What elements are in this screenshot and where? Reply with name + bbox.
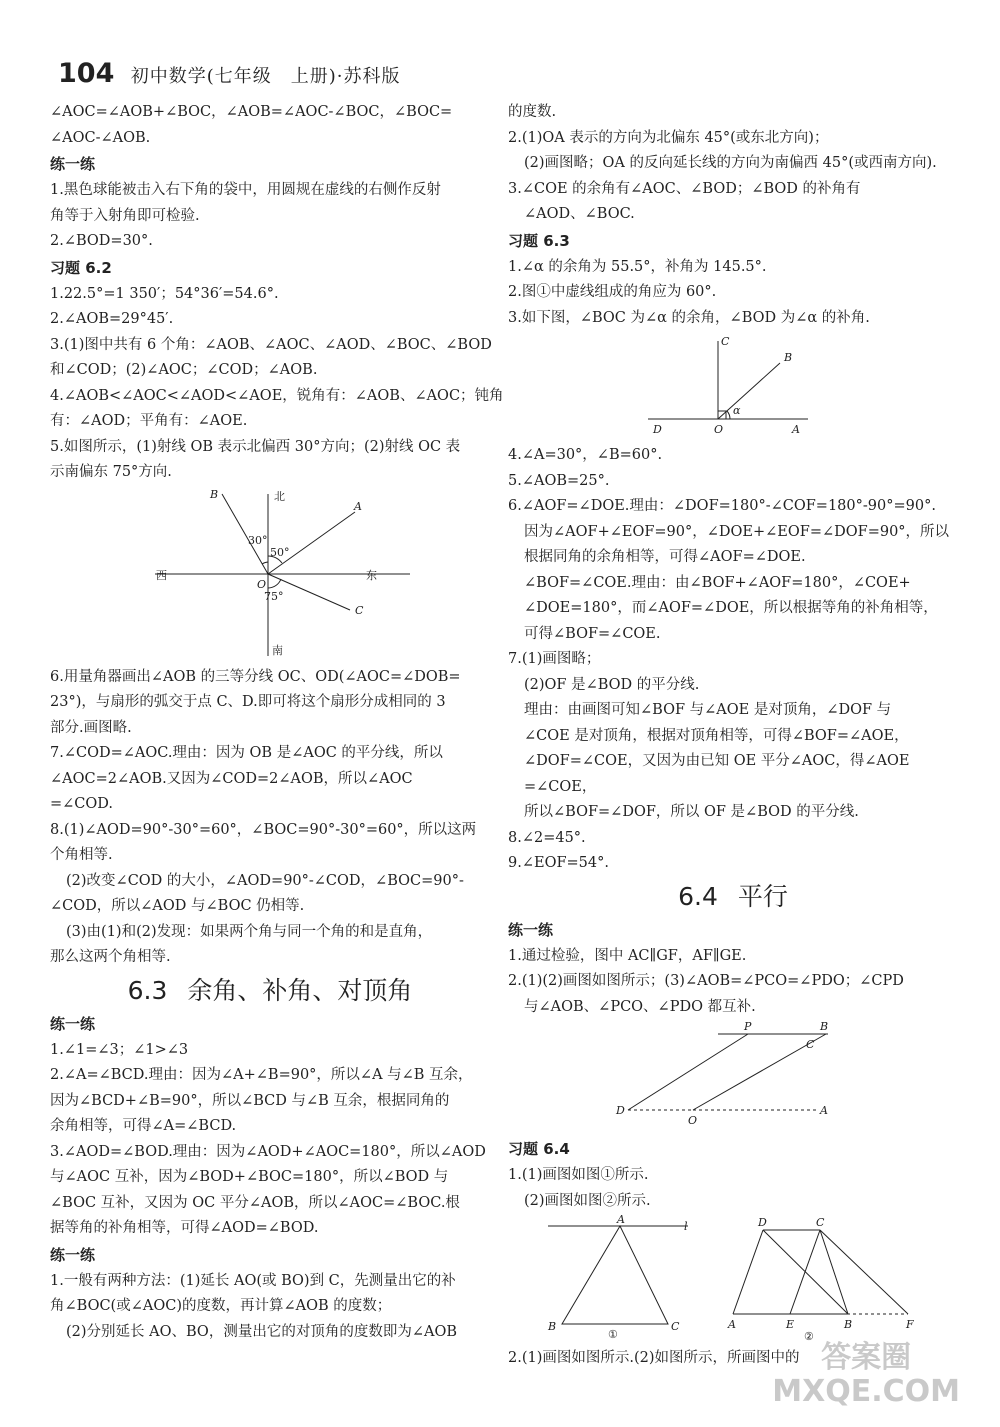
text-line: 1.通过检验，图中 AC∥GF，AF∥GE. <box>508 947 747 964</box>
figure-parallel <box>508 1020 958 1136</box>
text-line: 示南偏东 75°方向. <box>50 464 172 480</box>
text-line: ∠AOC=∠AOB+∠BOC，∠AOB=∠AOC-∠BOC，∠BOC= <box>50 104 453 120</box>
figure-triangles <box>508 1214 958 1346</box>
page-header <box>58 58 401 89</box>
point-o-label: O <box>688 1114 698 1127</box>
text-line: ∠AOC=2∠AOB.又因为∠COD=2∠AOB，所以∠AOC <box>50 770 413 787</box>
section-heading: 练一练 <box>50 1014 96 1033</box>
text-line: 2.∠BOD=30°. <box>50 233 153 249</box>
text-line: (3)由(1)和(2)发现：如果两个角与同一个角的和是直角， <box>66 923 433 940</box>
point-d-label: D <box>616 1104 625 1117</box>
point-b-label: B <box>210 487 219 501</box>
text-line: 7.(1)画图略； <box>508 651 601 667</box>
figure-compass <box>50 486 490 665</box>
section-heading: 练一练 <box>508 920 554 939</box>
text-line: (2)改变∠COD 的大小，∠AOD=90°-∠COD，∠BOC=90°- <box>66 872 464 889</box>
page-number: 104 <box>58 58 115 89</box>
text-line: 余角相等，可得∠A=∠BCD. <box>50 1118 237 1134</box>
text-line: (2)分别延长 AO、BO，测量出它的对顶角的度数即为∠AOB <box>66 1323 457 1340</box>
text-line: 因为∠BCD+∠B=90°，所以∠BCD 与∠B 互余，根据同角的 <box>50 1092 450 1109</box>
text-line: 2.(1)(2)画图如图所示；(3)∠AOB=∠PCO=∠PDO；∠CPD <box>508 973 904 989</box>
text-line: 理由：由画图可知∠BOF 与∠AOE 是对顶角，∠DOF 与 <box>524 702 892 718</box>
chapter-heading <box>50 971 490 1011</box>
point-p-label: P <box>744 1020 752 1033</box>
text-line: (2)OF 是∠BOD 的平分线. <box>524 676 700 693</box>
section-heading: 练一练 <box>50 155 96 173</box>
text-line: 6.∠AOF=∠DOE.理由：∠DOF=180°-∠COF=180°-90°=90°. <box>508 498 936 514</box>
t1-line-l-label: l <box>684 1220 688 1233</box>
text-line: 2.∠A=∠BCD.理由：因为∠A+∠B=90°，所以∠A 与∠B 互余， <box>50 1067 473 1083</box>
text-line: 4.∠AOB<∠AOC<∠AOD<∠AOE，锐角有：∠AOB、∠AOC；钝角 <box>50 387 504 404</box>
text-line: 7.∠COD=∠AOC.理由：因为 OB 是∠AOC 的平分线，所以 <box>50 745 443 761</box>
text-line: ∠BOC 互补，又因为 OC 平分∠AOB，所以∠AOC=∠BOC.根 <box>50 1194 460 1211</box>
book-title: 初中数学(七年级 上册)·苏科版 <box>130 66 401 87</box>
point-o-label: O <box>714 423 724 436</box>
text-line: 所以∠BOF=∠DOF，所以 OF 是∠BOD 的平分线. <box>524 804 859 820</box>
text-line: (2)画图略；OA 的反向延长线的方向为南偏西 45°(或西南方向). <box>524 155 937 171</box>
text-line: 有：∠AOD；平角有：∠AOE. <box>50 413 248 429</box>
text-line: 1.∠α 的余角为 55.5°，补角为 145.5°. <box>508 258 767 275</box>
point-d-label: D <box>653 423 662 436</box>
text-line: 1.∠1=∠3；∠1>∠3 <box>50 1041 189 1058</box>
text-line: 1.一般有两种方法：(1)延长 AO(或 BO)到 C，先测量出它的补 <box>50 1272 456 1289</box>
text-line: 8.(1)∠AOD=90°-30°=60°，∠BOC=90°-30°=60°，所以这两 <box>50 821 477 838</box>
text-line: 1.(1)画图如图①所示. <box>508 1167 649 1183</box>
text-line: 1.22.5°=1 350′；54°36′=54.6°. <box>50 285 279 302</box>
chapter-title: 余角、补角、对顶角 <box>187 975 413 1005</box>
chapter-number: 6.4 <box>678 881 718 911</box>
section-heading: 习题 6.3 <box>508 231 570 250</box>
right-column <box>508 100 958 1372</box>
text-line: 根据同角的余角相等，可得∠AOF=∠DOE. <box>524 549 806 565</box>
text-line: 3.(1)图中共有 6 个角：∠AOB、∠AOC、∠AOD、∠BOC、∠BOD <box>50 336 492 353</box>
text-line: 5.如图所示，(1)射线 OB 表示北偏西 30°方向；(2)射线 OC 表 <box>50 438 461 455</box>
t2-point-a-label: A <box>728 1318 736 1331</box>
t2-point-f-label: F <box>906 1318 914 1331</box>
text-line: =∠COD. <box>50 796 113 812</box>
text-line: (2)画图如图②所示. <box>524 1192 651 1209</box>
figure-2-label: ② <box>804 1330 814 1342</box>
text-line: 因为∠AOF+∠EOF=90°，∠DOE+∠EOF=∠DOF=90°，所以 <box>524 523 950 540</box>
chapter-heading <box>508 877 958 917</box>
text-line: ∠AOC-∠AOB. <box>50 129 151 146</box>
chapter-title: 平行 <box>737 881 788 911</box>
alpha-angle-figure <box>508 331 948 439</box>
point-c-label: C <box>806 1038 815 1051</box>
text-line: ∠DOF=∠COE，又因为由已知 OE 平分∠AOC，得∠AOE <box>524 753 910 769</box>
text-line: 部分.画图略. <box>50 719 132 736</box>
point-a-label: A <box>820 1104 828 1117</box>
text-line: 9.∠EOF=54°. <box>508 855 609 871</box>
text-line: =∠COE， <box>524 778 597 795</box>
text-line: ∠AOD、∠BOC. <box>524 206 635 222</box>
t2-point-e-label: E <box>786 1318 795 1331</box>
text-line: 那么这两个角相等. <box>50 949 171 965</box>
angle-30-label: 30° <box>248 533 268 547</box>
text-line: 的度数. <box>508 104 557 120</box>
east-label: 东 <box>366 568 377 582</box>
text-line: ∠DOE=180°，而∠AOF=∠DOE，所以根据等角的补角相等， <box>524 600 938 616</box>
text-line: 与∠AOB、∠PCO、∠PDO 都互补. <box>524 998 756 1015</box>
text-line: 和∠COD；(2)∠AOC；∠COD；∠AOB. <box>50 362 318 378</box>
point-a-label: A <box>354 499 362 513</box>
watermark <box>772 1341 960 1409</box>
left-column <box>50 100 504 1345</box>
text-line: 与∠AOC 互补，因为∠BOD+∠BOC=180°，所以∠BOD 与 <box>50 1169 449 1185</box>
text-line: 3.如下图，∠BOC 为∠α 的余角，∠BOD 为∠α 的补角. <box>508 309 870 326</box>
text-line: 5.∠AOB=25°. <box>508 472 610 489</box>
point-c-label: C <box>721 335 730 348</box>
text-line: 2.(1)OA 表示的方向为北偏东 45°(或东北方向)； <box>508 129 829 146</box>
text-line: 8.∠2=45°. <box>508 829 586 846</box>
figure-alpha <box>508 331 958 443</box>
point-a-label: A <box>792 423 800 436</box>
text-line: 2.(1)画图如图所示.(2)如图所示，所画图中的 <box>508 1350 800 1366</box>
compass-figure <box>50 486 490 661</box>
text-line: 4.∠A=30°，∠B=60°. <box>508 447 663 463</box>
text-line: 可得∠BOF=∠COE. <box>524 625 661 642</box>
text-line: 3.∠AOD=∠BOD.理由：因为∠AOD+∠AOC=180°，所以∠AOD <box>50 1143 486 1160</box>
point-b-label: B <box>820 1020 829 1033</box>
text-line: 2.图①中虚线组成的角应为 60°. <box>508 284 717 300</box>
alpha-label: α <box>733 404 741 417</box>
text-line: 1.黑色球能被击入右下角的袋中，用圆规在虚线的右侧作反射 <box>50 182 441 198</box>
text-line: 23°)，与扇形的弧交于点 C、D.即可将这个扇形分成相同的 3 <box>50 694 446 710</box>
text-line: 角∠BOC(或∠AOC)的度数，再计算∠AOB 的度数； <box>50 1298 392 1314</box>
text-line: ∠COE 是对顶角，根据对顶角相等，可得∠BOF=∠AOE， <box>524 727 909 744</box>
watermark-title: 答案圈 <box>821 1340 912 1375</box>
point-b-label: B <box>784 351 793 364</box>
section-heading: 练一练 <box>50 1245 96 1264</box>
text-line: 6.用量角器画出∠AOB 的三等分线 OC、OD(∠AOC=∠DOB= <box>50 668 461 685</box>
angle-50-label: 50° <box>270 545 290 559</box>
angle-75-label: 75° <box>264 589 284 603</box>
text-line: ∠COD，所以∠AOD 与∠BOC 仍相等. <box>50 898 305 914</box>
text-line: 3.∠COE 的余角有∠AOC、∠BOD；∠BOD 的补角有 <box>508 180 861 197</box>
section-heading: 习题 6.4 <box>508 1140 570 1158</box>
t2-point-c-label: C <box>816 1216 825 1229</box>
text-line: 角等于入射角即可检验. <box>50 207 200 224</box>
t1-point-c-label: C <box>671 1320 680 1333</box>
point-c-label: C <box>355 603 364 617</box>
text-line: 据等角的补角相等，可得∠AOD=∠BOD. <box>50 1220 319 1236</box>
text-line: 个角相等. <box>50 847 113 863</box>
chapter-number: 6.3 <box>127 975 168 1005</box>
west-label: 西 <box>156 568 167 582</box>
t1-point-a-label: A <box>617 1214 625 1226</box>
text-line: 2.∠AOB=29°45′. <box>50 311 174 327</box>
t2-point-b-label: B <box>844 1318 853 1331</box>
watermark-domain: MXQE.COM <box>772 1374 960 1409</box>
figure-1-label: ① <box>608 1328 618 1341</box>
t2-point-d-label: D <box>758 1216 767 1229</box>
triangles-figure <box>508 1214 948 1342</box>
text-line: ∠BOF=∠COE.理由：由∠BOF+∠AOF=180°，∠COE+ <box>524 574 911 591</box>
south-label: 南 <box>272 643 283 657</box>
point-o-label: O <box>257 577 267 591</box>
parallel-lines-figure <box>508 1020 948 1132</box>
section-heading: 习题 6.2 <box>50 258 112 277</box>
t1-point-b-label: B <box>548 1320 557 1333</box>
north-label: 北 <box>274 489 285 503</box>
